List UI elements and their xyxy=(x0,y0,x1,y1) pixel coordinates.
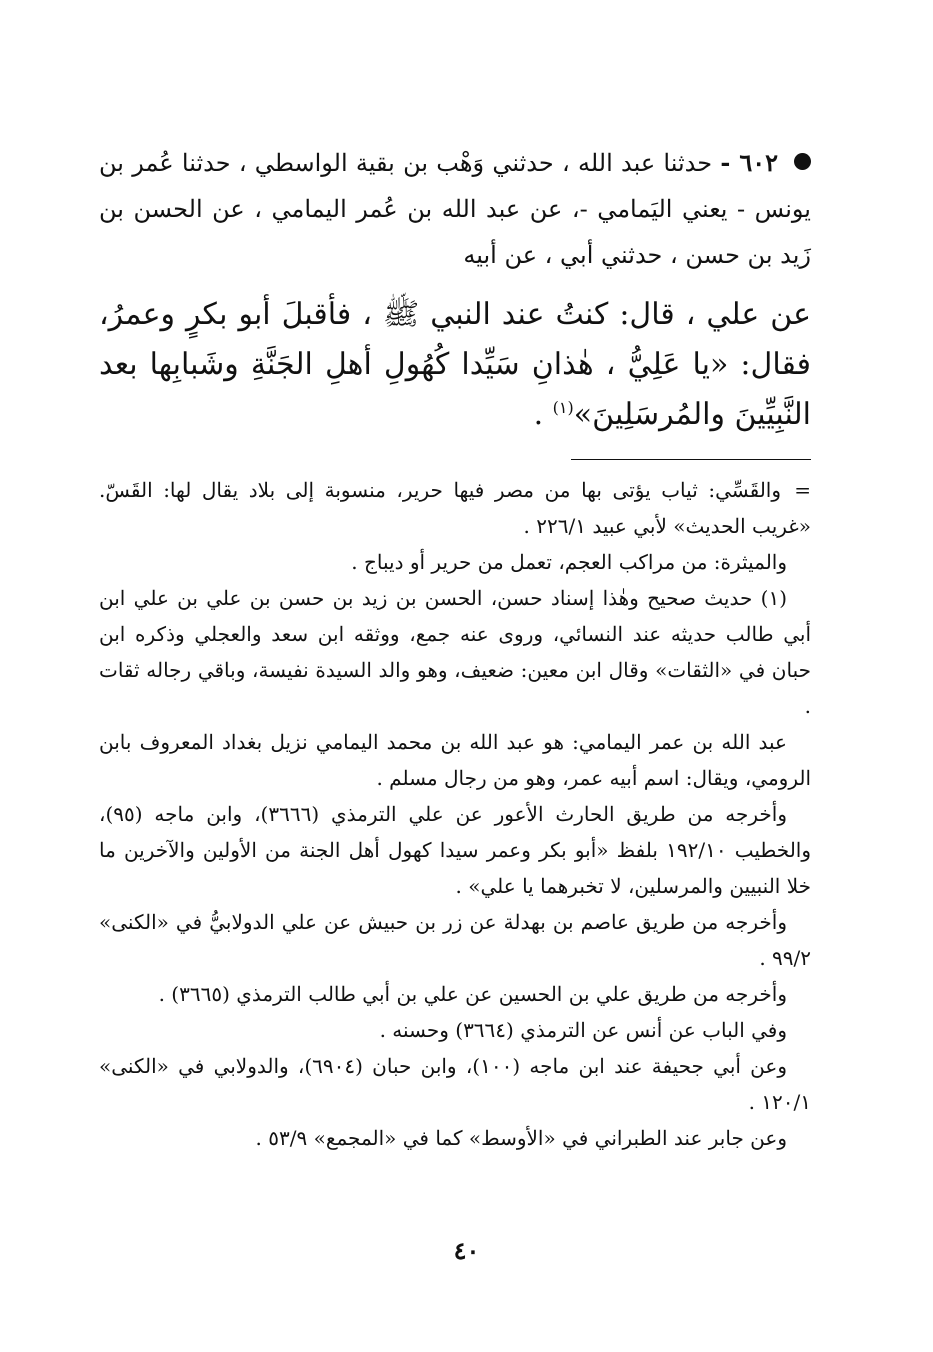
continuation-marker: = xyxy=(794,478,811,502)
matn-text: عن علي ، قال: كنتُ عند النبي ﷺ ، فأقبلَ أبو بكرٍ وعمرُ، فقال: «يا عَلِيُّ ، هٰذانِ سَيِّدا كُهُولِ أهلِ الجَنَّةِ وشَبابِها بعد النَّبِيِّينَ والمُرسَلِينَ» xyxy=(99,297,811,432)
footnote-reference: (١) xyxy=(552,398,574,417)
footnote-paragraph: عبد الله بن عمر اليمامي: هو عبد الله بن محمد اليمامي نزيل بغداد المعروف بابن الرومي، ويقال: اسم أبيه عمر، وهو من رجال مسلم . xyxy=(99,730,811,790)
hadith-matn xyxy=(99,290,811,440)
matn-end: . xyxy=(533,397,553,432)
footnote-separator xyxy=(571,459,811,460)
bullet-icon xyxy=(794,153,811,170)
isnad-text: حدثنا عبد الله ، حدثني وَهْب بن بقية الواسطي ، حدثنا عُمر بن يونس - يعني اليَمامي -، عن عبد الله بن عُمر اليمامي ، عن الحسن بن زَيد بن حسن ، حدثني أبي ، عن أبيه xyxy=(99,149,811,269)
footnote-paragraph: وعن جابر عند الطبراني في «الأوسط» كما في «المجمع» ٥٣/٩ . xyxy=(255,1126,787,1150)
footnote-paragraph: والميثرة: من مراكب العجم، تعمل من حرير أو ديباج . xyxy=(351,550,787,574)
footnote-paragraph: وأخرجه من طريق عاصم بن بهدلة عن زر بن حبيش عن علي الدولابيُّ في «الكنى» ٩٩/٢ . xyxy=(99,910,811,970)
footnote-text: والقَسِّي: ثياب يؤتى بها من مصر فيها حرير، منسوبة إلى بلاد يقال لها: القَسّ. «غريب الحديث» لأبي عبيد ٢٢٦/١ . xyxy=(99,478,811,538)
footnote-paragraph: وفي الباب عن أنس عن الترمذي (٣٦٦٤) وحسنه . xyxy=(379,1018,787,1042)
footnote-continuation xyxy=(99,472,811,544)
footnote-paragraph: وعن أبي جحيفة عند ابن ماجه (١٠٠)، وابن حبان (٦٩٠٤)، والدولابي في «الكنى» ١٢٠/١ . xyxy=(99,1054,811,1114)
footnote-paragraph: وأخرجه من طريق علي بن الحسين عن علي بن أبي طالب الترمذي (٣٦٦٥) . xyxy=(158,982,787,1006)
hadith-isnad xyxy=(99,140,811,278)
footnote-paragraph: (١) حديث صحيح وهٰذا إسناد حسن، الحسن بن زيد بن حسن بن علي بن علي ابن أبي طالب حديثه عند النسائي، وروى عنه جمع، ووثقه ابن سعد والعجلي وذكره ابن حبان في «الثقات» وقال ابن معين: ضعيف، وهو والد السيدة نفيسة، وباقي رجاله ثقات . xyxy=(99,586,811,718)
footnote-paragraph: وأخرجه من طريق الحارث الأعور عن علي الترمذي (٣٦٦٦)، وابن ماجه (٩٥)، والخطيب ١٩٢/١٠ بلفظ «أبو بكر وعمر سيدا كهول أهل الجنة من الأولين والآخرين ما خلا النبيين والمرسلين، لا تخبرهما يا علي» . xyxy=(99,802,812,898)
footnotes xyxy=(99,472,811,1156)
page-number: ٤٠ xyxy=(453,1236,480,1265)
hadith-number: ٦٠٢ - xyxy=(720,148,778,177)
